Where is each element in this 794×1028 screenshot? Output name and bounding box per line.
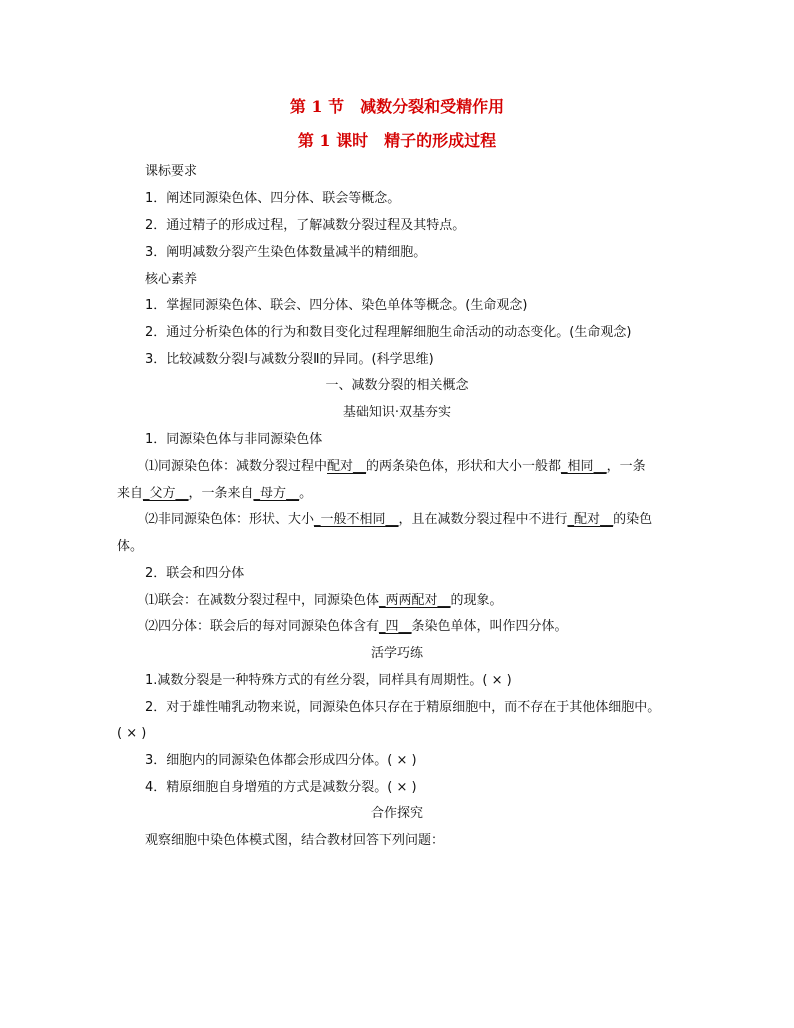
practice-question-2-answer: ( × ) [117,726,147,741]
answer-text: 配对 [574,512,601,527]
text-segment: 。 [299,486,313,501]
answer-text: 一般不相同 [320,512,386,527]
answer-text: 两两配对 [385,593,438,608]
literacy-item-3: 3．比较减数分裂Ⅰ与减数分裂Ⅱ的异同。(科学思维) [145,352,434,367]
text-segment: ，一条来自 [188,486,254,501]
literacy-heading: 核心素养 [145,272,198,287]
text-segment: 的染色 [613,512,653,527]
text-segment: ⑵四分体：联会后的每对同源染色体含有 [145,619,380,634]
homologous-definition [145,458,646,476]
standards-item-2: 2．通过精子的形成过程，了解减数分裂过程及其特点。 [145,218,466,233]
section-title: 第 1 节 减数分裂和受精作用 [289,97,505,116]
item1-title: 1．同源染色体与非同源染色体 [145,432,323,447]
nonhomologous-definition [145,511,652,529]
answer-blank: _母方__ [253,486,300,501]
answer-blank: _一般不相同__ [314,512,399,527]
answer-blank: _父方__ [143,486,189,501]
nonhomologous-definition-cont: 体。 [117,539,144,554]
answer-text: 四 [385,619,399,634]
answer-blank: _相同__ [561,459,607,474]
item2-title: 2．联会和四分体 [145,566,245,581]
text-segment: 条染色单体，叫作四分体。 [411,619,568,634]
text-segment: 的现象。 [450,593,503,608]
part1-subheading: 基础知识·双基夯实 [342,405,452,420]
literacy-item-2: 2．通过分析染色体的行为和数目变化过程理解细胞生命活动的动态变化。(生命观念) [145,325,632,340]
part1-heading: 一、减数分裂的相关概念 [325,378,469,393]
cooperation-heading: 合作探究 [370,806,423,821]
homologous-definition-cont [117,485,312,503]
standards-heading: 课标要求 [145,164,198,179]
practice-question-3: 3．细胞内的同源染色体都会形成四分体。( × ) [145,753,417,768]
cooperation-prompt: 观察细胞中染色体模式图，结合教材回答下列问题： [145,833,445,848]
text-segment: ，且在减数分裂过程中不进行 [398,512,568,527]
answer-blank: _两两配对__ [379,593,451,608]
standards-item-3: 3．阐明减数分裂产生染色体数量减半的精细胞。 [145,245,427,260]
answer-blank: 配对__ [327,459,367,474]
answer-text: 父方 [149,486,176,501]
standards-item-1: 1．阐述同源染色体、四分体、联会等概念。 [145,191,401,206]
practice-question-2: 2．对于雄性哺乳动物来说，同源染色体只存在于精原细胞中，而不存在于其他体细胞中。 [145,700,661,715]
synapsis-definition [145,592,503,610]
practice-question-4: 4．精原细胞自身增殖的方式是减数分裂。( × ) [145,780,417,795]
lesson-title: 第 1 课时 精子的形成过程 [297,131,497,150]
answer-blank: _四__ [379,619,412,634]
answer-blank: _配对__ [567,512,614,527]
text-segment: ⑴联会：在减数分裂过程中，同源染色体 [145,593,380,608]
tetrad-definition [145,618,568,636]
text-segment: ，一条 [606,459,646,474]
text-segment: 来自 [117,486,144,501]
answer-text: 配对 [327,459,354,474]
literacy-item-1: 1．掌握同源染色体、联会、四分体、染色单体等概念。(生命观念) [145,298,528,313]
practice-heading: 活学巧练 [370,646,423,661]
answer-text: 母方 [260,486,287,501]
answer-text: 相同 [567,459,594,474]
text-segment: ⑴同源染色体：减数分裂过程中 [145,459,328,474]
text-segment: 的两条染色体，形状和大小一般都 [366,459,562,474]
text-segment: ⑵非同源染色体：形状、大小 [145,512,315,527]
practice-question-1: 1.减数分裂是一种特殊方式的有丝分裂，同样具有周期性。( × ) [145,673,512,688]
